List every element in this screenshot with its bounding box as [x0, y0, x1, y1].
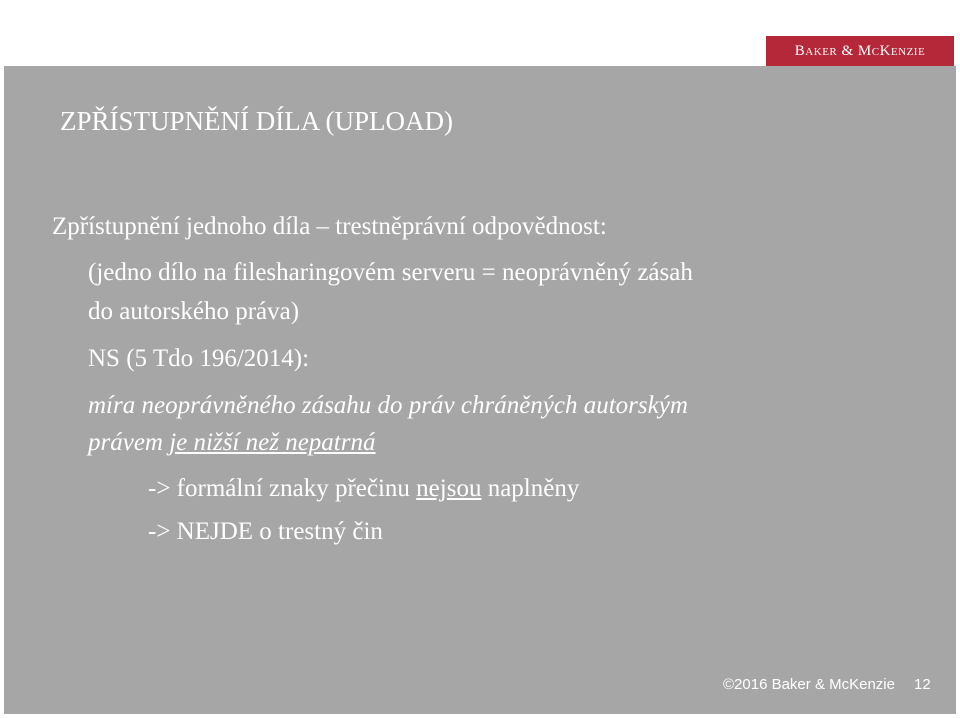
body-line-3: NS (5 Tdo 196/2014):: [88, 345, 310, 372]
body-line-4: míra neoprávněného zásahu do práv chráněných autorským: [88, 392, 688, 419]
body-line-6-suffix: naplněny: [481, 475, 580, 502]
body-heading: Zpřístupnění jednoho díla – trestněprávní odpovědnost:: [52, 213, 607, 240]
slide-title: ZPŘÍSTUPNĚNÍ DÍLA (UPLOAD): [60, 106, 453, 136]
baker-mckenzie-logo: Baker & McKenzie: [766, 36, 954, 66]
body-line-2: do autorského práva): [88, 298, 300, 325]
body-line-6-underlined: nejsou: [416, 475, 482, 502]
body-line-5: [88, 430, 375, 455]
footer-page-number: 12: [914, 676, 931, 693]
body-line-5-prefix: právem: [88, 429, 170, 456]
body-line-7: -> NEJDE o trestný čin: [148, 518, 383, 545]
footer-copyright: ©2016 Baker & McKenzie: [723, 676, 895, 693]
body-line-6: [148, 476, 579, 501]
body-line-6-prefix: -> formální znaky přečinu: [148, 475, 417, 502]
content-area: [4, 66, 956, 714]
body-line-1: (jedno dílo na filesharingovém serveru = neoprávněný zásah: [88, 259, 693, 286]
body-line-5-underlined: je nižší než nepatrná: [169, 429, 376, 456]
